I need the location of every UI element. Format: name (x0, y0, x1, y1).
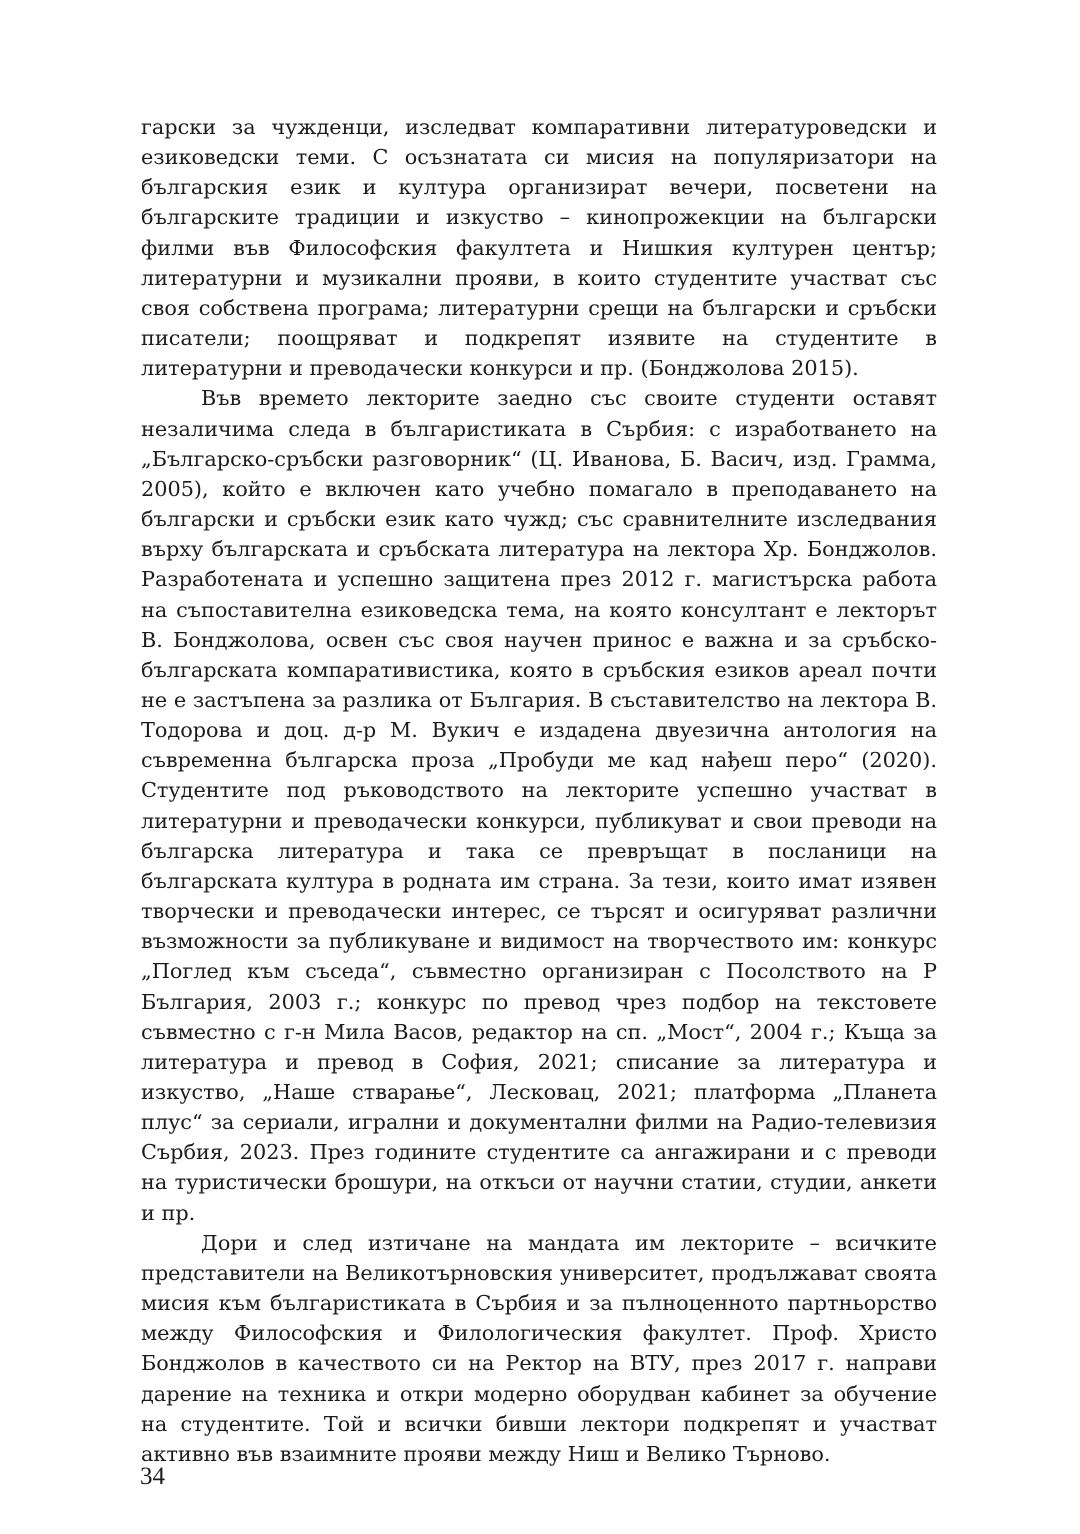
paragraph-3: Дори и след изтичане на мандата им лекторите – всичките представители на Великотърновския университет, продължават своята мисия към българистиката в Сърбия и за пълноценното партньорство между Философския и Филологическия факултет. Проф. Христо Бонджолов в качеството си на Ректор на ВТУ, през 2017 г. направи дарение на техника и откри модерно оборудван кабинет за обучение на студентите. Той и всички бивши лектори подкрепят и участват активно във взаимните прояви между Ниш и Велико Търново. (141, 1230, 937, 1466)
page-number: 34 (140, 1463, 165, 1490)
paragraph-1: гарски за чужденци, изследват компаративни литературоведски и езиковедски теми. С осъзнатата си мисия на популяризатори на българския език и култура организират вечери, посветени на българските традиции и изкуство – кинопрожекции на български филми във Философския факултета и Нишкия културен център; литературни и музикални прояви, в които студентите участват със своя собствена програма; литературни срещи на български и сръбски писатели; поощряват и подкрепят изявите на студентите в литературни и преводачески конкурси и пр. (Бонджолова 2015). (141, 115, 937, 381)
body-text (141, 112, 937, 1469)
paragraph-2: Във времето лекторите заедно със своите студенти оставят незаличима следа в българистиката в Сърбия: с изработването на „Българско-сръбски разговорник“ (Ц. Иванова, Б. Васич, изд. Грамма, 2005), който е включен като учебно помагало в преподаването на български и сръбски език като чужд; със сравнителните изследвания върху българската и сръбската литература на лектора Хр. Бонджолов. Разработената и успешно защитена през 2012 г. магистърска работа на съпоставителна езиковедска тема, на която консултант е лекторът В. Бонджолова, освен със своя научен принос е важна и за сръбско-българската компаративистика, която в сръбския езиков ареал почти не е застъпена за разлика от България. В съставителство на лектора В. Тодорова и доц. д-р М. Вукич е издадена двуезична антология на съвременна българска проза „Пробуди ме кад нађеш перо“ (2020). Студентите под ръководството на лекторите успешно участват в литературни и преводачески конкурси, публикуват и свои преводи на българска литература и така се превръщат в посланици на българската култура в родната им страна. За тези, които имат изявен творчески и преводачески интерес, се търсят и осигуряват различни възможности за публикуване и видимост на творчеството им: конкурс „Поглед към съседа“, съвместно организиран с Посолството на Р България, 2003 г.; конкурс по превод чрез подбор на текстовете съвместно с г-н Мила Васов, редактор на сп. „Мост“, 2004 г.; Къща за литература и превод в София, 2021; списание за литература и изкуство, „Наше стварање“, Лесковац, 2021; платформа „Планета плус“ за сериали, игрални и документални филми на Радио-телевизия Сърбия, 2023. През годините студентите са ангажирани и с преводи на туристически брошури, на откъси от научни статии, студии, анкети и пр. (141, 386, 937, 1225)
